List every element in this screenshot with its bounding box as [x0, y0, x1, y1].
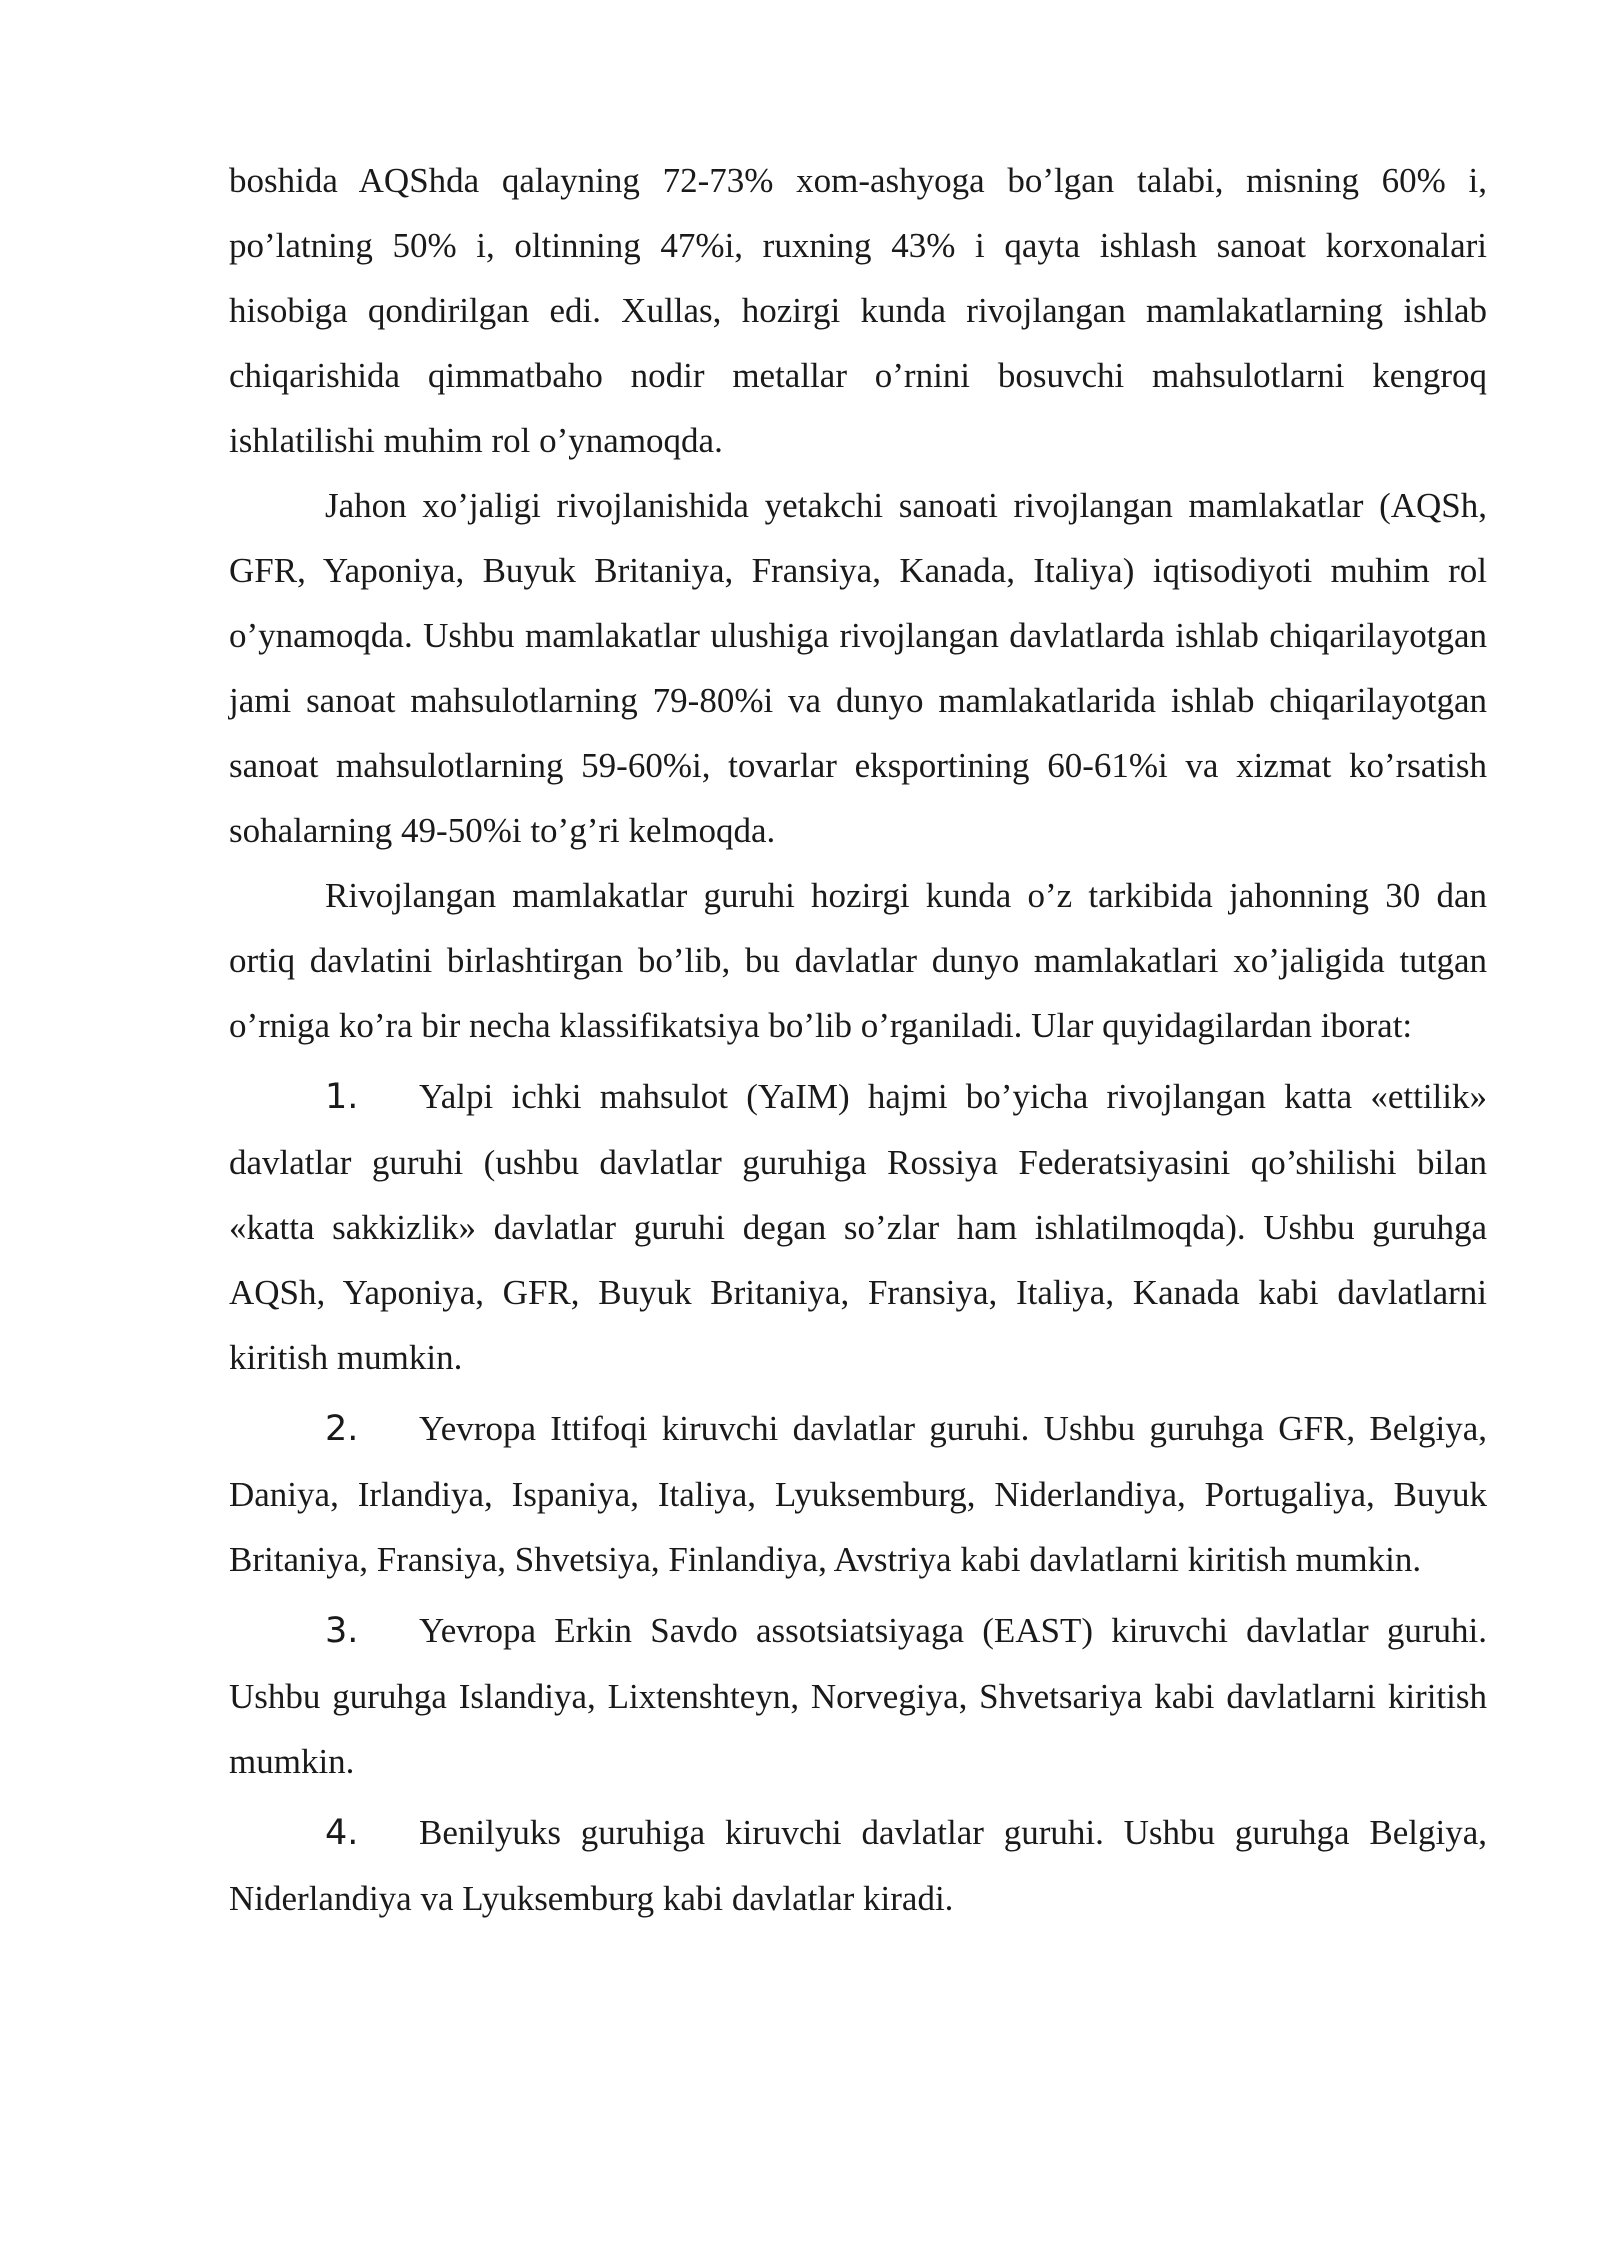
list-item-2 [229, 1396, 1487, 1592]
paragraph-2: Jahon xo’jaligi rivojlanishida yetakchi sanoati rivojlangan mamlakatlar (AQSh, GFR, Yaponiya, Buyuk Britaniya, Fransiya, Kanada, Italiya) iqtisodiyoti muhim rol o’ynamoqda. Ushbu mamlakatlar ulushiga rivojlangan davlatlarda ishlab chiqarilayotgan jami sanoat mahsulotlarning 79-80%i va dunyo mamlakatlarida ishlab chiqarilayotgan sanoat mahsulotlarning 59-60%i, tovarlar eksportining 60-61%i va xizmat ko’rsatish sohalarning 49-50%i to’g’ri kelmoqda. [229, 486, 1487, 850]
paragraph-1: boshida AQShda qalayning 72-73% xom-ashyoga bo’lgan talabi, misning 60% i, po’latning 50% i, oltinning 47%i, ruxning 43% i qayta ishlash sanoat korxonalari hisobiga qondirilgan edi. Xullas, hozirgi kunda rivojlangan mamlakatlarning ishlab chiqarishida qimmatbaho nodir metallar o’rnini bosuvchi mahsulotlarni kengroq ishlatilishi muhim rol o’ynamoqda. [229, 161, 1487, 460]
list-item-1 [229, 1064, 1487, 1390]
list-item-text: Yevropa Erkin Savdo assotsiatsiyaga (EAST) kiruvchi davlatlar guruhi. Ushbu guruhga Islandiya, Lixtenshteyn, Norvegiya, Shvetsariya kabi davlatlarni kiritish mumkin. [229, 1611, 1487, 1781]
list-number: 2. [325, 1409, 359, 1449]
list-item-text: Yalpi ichki mahsulot (YaIM) hajmi bo’yicha rivojlangan katta «ettilik» davlatlar guruhi (ushbu davlatlar guruhiga Rossiya Federatsiyasini qo’shilishi bilan «katta sakkizlik» davlatlar guruhi degan so’zlar ham ishlatilmoqda). Ushbu guruhga AQSh, Yaponiya, GFR, Buyuk Britaniya, Fransiya, Italiya, Kanada kabi davlatlarni kiritish mumkin. [229, 1077, 1487, 1377]
list-number: 4. [325, 1813, 359, 1853]
list-item-text: Benilyuks guruhiga kiruvchi davlatlar guruhi. Ushbu guruhga Belgiya, Niderlandiya va Lyuksemburg kabi davlatlar kiradi. [229, 1813, 1487, 1918]
document-page [229, 148, 1487, 1931]
list-number: 1. [325, 1077, 359, 1117]
list-number: 3. [325, 1611, 359, 1651]
numbered-list [229, 1064, 1487, 1931]
list-item-4 [229, 1800, 1487, 1931]
list-item-text: Yevropa Ittifoqi kiruvchi davlatlar guruhi. Ushbu guruhga GFR, Belgiya, Daniya, Irlandiya, Ispaniya, Italiya, Lyuksemburg, Niderlandiya, Portugaliya, Buyuk Britaniya, Fransiya, Shvetsiya, Finlandiya, Avstriya kabi davlatlarni kiritish mumkin. [229, 1409, 1487, 1579]
list-item-3 [229, 1598, 1487, 1794]
paragraph-3: Rivojlangan mamlakatlar guruhi hozirgi kunda o’z tarkibida jahonning 30 dan ortiq davlatini birlashtirgan bo’lib, bu davlatlar dunyo mamlakatlari xo’jaligida tutgan o’rniga ko’ra bir necha klassifikatsiya bo’lib o’rganiladi. Ular quyidagilardan iborat: [229, 876, 1487, 1045]
